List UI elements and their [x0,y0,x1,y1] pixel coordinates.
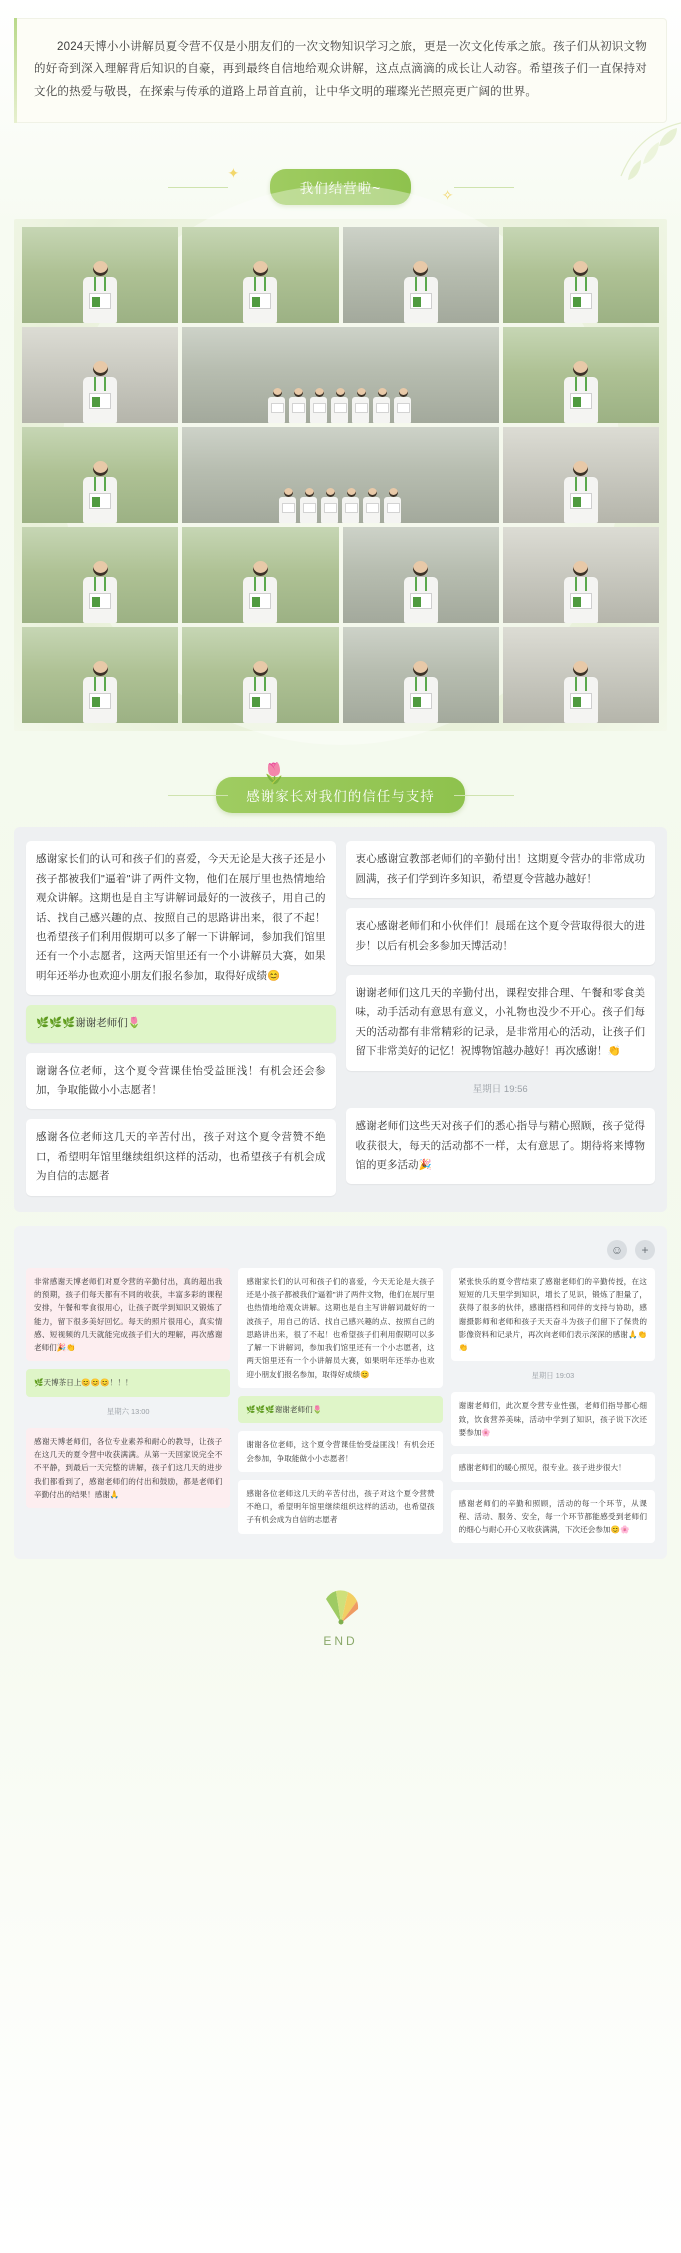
tulip-icon: 🌷 [261,763,287,786]
chat-bubble[interactable]: 感谢各位老师这几天的辛苦付出，孩子对这个夏令营赞不绝口，希望明年馆里继续组织这样的活动，也希望孩子有机会成为自信的志愿者 [238,1480,442,1534]
parent-feedback-chat-dense [14,1226,667,1560]
photo-cell[interactable] [22,227,178,323]
photo-cell[interactable] [22,327,178,423]
chat-column-left [26,841,336,1195]
ribbon-line-left [168,187,228,188]
ribbon-line-right [454,187,514,188]
end-label: END [323,1634,358,1649]
chat-column-3 [451,1268,655,1544]
chat-bubble[interactable]: 非常感谢天博老师们对夏令营的辛勤付出，真的超出我的预期，孩子们每天都有不同的收获，丰富多彩的课程安排，午餐和零食很用心，让孩子既学到知识又锻炼了能力，留下很多美好回忆。每天的照片很用心，真实情感、短视频的几天就能完成孩子们大的理解，再次感谢老师们🎉👏 [26,1268,230,1362]
photo-cell[interactable] [503,627,659,723]
chat-bubble[interactable]: 感谢家长们的认可和孩子们的喜爱，今天无论是大孩子还是小孩子都被我们"逼着"讲了两件文物，他们在展厅里也热情地给观众讲解。这期也是自主写讲解词最好的一波孩子，用自己的话、找自己感兴趣的点、按照自己的思路讲出来，很了不起！也希望孩子们利用假期可以多了解一下讲解词，参加我们馆里还有一个小志愿者，这两天馆里还有一个小讲解员大赛，如果明年还举办也欢迎小朋友们报名参加，取得好成绩😊 [26,841,336,995]
chat-bubble[interactable]: 紧张快乐的夏令营结束了感谢老师们的辛勤传授，在这短短的几天里学到知识，增长了见识，锻炼了胆量了，获得了很多的伙伴，感谢搭档和同伴的支持与协助，感谢摄影师和老师和孩子天天奋斗为孩子们留下了保贵的影像资料和记录片，再次向老师们表示深深的感谢🙏👏👏 [451,1268,655,1362]
chat-toolbar [26,1240,655,1260]
chat-bubble[interactable]: 谢谢各位老师，这个夏令营课佳怡受益匪浅！有机会还会参加，争取能做小小志愿者！ [26,1053,336,1110]
photo-cell[interactable] [182,527,338,623]
chat-bubble[interactable]: 🌿🌿🌿谢谢老师们🌷 [26,1005,336,1042]
intro-paragraph: 2024天博小小讲解员夏令营不仅是小朋友们的一次文物知识学习之旅，更是一次文化传承之旅。孩子们从初识文物的好奇到深入理解背后知识的自豪，再到最终自信地给观众讲解，这点点滴滴的成长让人动容。希望孩子们一直保持对文化的热爱与敬畏，在探索与传承的道路上昂首直前，让中华文明的璀璨光芒照亮更广阔的世界。 [34,41,647,98]
page-footer [0,1585,681,1666]
sparkle-icon-left: ✦ [227,165,240,182]
intro-card [14,18,667,123]
chat-timestamp: 星期六 13:00 [106,1406,150,1416]
ribbon-line-left [168,795,228,796]
photo-cell[interactable] [182,627,338,723]
leaf-decoration-icon [607,118,681,188]
chat-bubble[interactable]: 谢谢老师们这几天的辛勤付出，课程安排合理、午餐和零食美味，动手活动有意思有意义，小礼物也没少不开心。孩子们每天的活动都有非常精彩的记录，是非常用心的活动，让孩子们留下非常美好的记忆！祝博物馆越办越好！再次感谢！👏 [346,975,656,1071]
photo-cell[interactable] [343,227,499,323]
chat-columns [26,841,655,1195]
photo-cell[interactable] [503,427,659,523]
section-title-thanks [176,763,506,813]
photo-gallery [14,219,667,731]
chat-bubble[interactable]: 衷心感谢宣教部老师们的辛勤付出！这期夏令营办的非常成功圆满，孩子们学到许多知识，希望夏令营越办越好！ [346,841,656,898]
photo-cell[interactable] [22,627,178,723]
photo-grid [22,227,659,723]
photo-cell[interactable] [182,227,338,323]
photo-cell[interactable] [343,627,499,723]
chat-bubble[interactable]: 感谢家长们的认可和孩子们的喜爱，今天无论是大孩子还是小孩子都被我们"逼着"讲了两件文物，他们在展厅里也热情地给观众讲解。这期也是自主写讲解词最好的一波孩子，用自己的话、找自己感兴趣的点、按照自己的思路讲出来，很了不起！也希望孩子们利用假期可以多了解一下讲解词，参加我们馆里还有一个小志愿者，这两天馆里还有一个小讲解员大赛，如果明年还举办也欢迎小朋友们报名参加，取得好成绩😊 [238,1268,442,1388]
photo-cell[interactable] [503,327,659,423]
photo-cell[interactable] [22,427,178,523]
chat-column-1 [26,1268,230,1544]
photo-cell-group[interactable] [182,327,499,423]
parent-feedback-chat [14,827,667,1211]
chat-bubble[interactable]: 谢谢老师们，此次夏令营专业性强，老师们指导都心细致，饮食营养美味，活动中学到了知识，孩子说下次还要参加🌸 [451,1392,655,1446]
chat-bubble[interactable]: 🌿天博茶日上😊😊😊！！！ [26,1369,230,1396]
chat-timestamp: 星期日 19:03 [531,1371,575,1381]
chat-bubble[interactable]: 感谢老师们的辛勤和照顾，活动的每一个环节，从课程、活动、服务、安全，每一个环节都能感受到老师们的细心与耐心开心又收获满满，下次还会参加😊🌸 [451,1490,655,1544]
photo-cell[interactable] [503,227,659,323]
chat-bubble[interactable]: 衷心感谢老师们和小伙伴们！晨瑶在这个夏令营取得很大的进步！以后有机会多参加天博活动！ [346,908,656,965]
chat-bubble[interactable]: 感谢天博老师们，各位专业素养和耐心的教导，让孩子在这几天的夏令营中收获满满。从第一天回家说完全不不平静，到最后一天完整的讲解，孩子们这几天的进步我们都看到了，感谢老师们的付出和鼓励，都是老师们辛勤付出的结果！感谢🙏 [26,1428,230,1508]
ribbon-line-right [454,795,514,796]
sparkle-icon-right: ✧ [441,187,454,204]
photo-cell-group[interactable] [182,427,499,523]
fan-logo-icon [318,1585,364,1625]
photo-cell[interactable] [503,527,659,623]
emoji-icon[interactable]: ☺ [607,1240,627,1260]
thanks-title: 感谢家长对我们的信任与支持 [216,777,465,813]
chat-column-2 [238,1268,442,1544]
photo-cell[interactable] [22,527,178,623]
chat-bubble[interactable]: 🌿🌿🌿谢谢老师们🌷 [238,1396,442,1423]
chat-bubble[interactable]: 谢谢各位老师，这个夏令营课佳怡受益匪浅！有机会还会参加，争取能做小小志愿者！ [238,1431,442,1472]
photo-cell[interactable] [343,527,499,623]
chat-column-right [346,841,656,1195]
chat-bubble[interactable]: 感谢老师们这些天对孩子们的悉心指导与精心照顾，孩子觉得收获很大，每天的活动都不一样，太有意思了。期待将来博物馆的更多活动🎉 [346,1108,656,1184]
chat-timestamp: 星期日 19:56 [472,1083,528,1095]
chat-bubble[interactable]: 感谢各位老师这几天的辛苦付出，孩子对这个夏令营赞不绝口，希望明年馆里继续组织这样的活动，也希望孩子有机会成为自信的志愿者 [26,1119,336,1195]
chat-columns-dense [26,1268,655,1544]
plus-icon[interactable]: + [635,1240,655,1260]
chat-bubble[interactable]: 感谢老师们的暖心照见，很专业。孩子进步很大！ [451,1454,655,1481]
